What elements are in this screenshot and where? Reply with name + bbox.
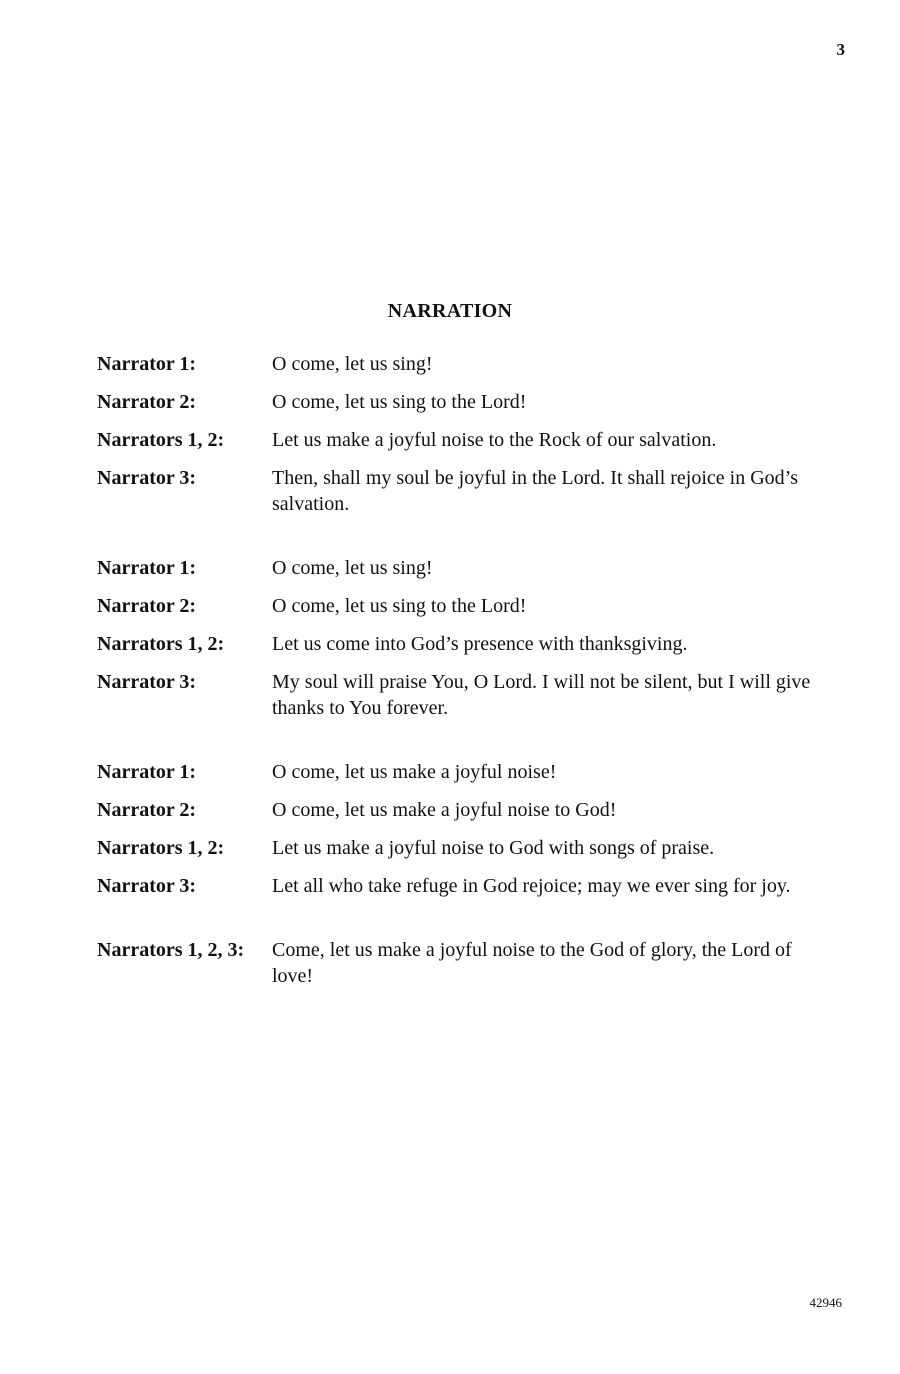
spoken-text: O come, let us sing to the Lord! (272, 595, 527, 617)
narration-line (97, 555, 817, 581)
spoken-text: My soul will praise You, O Lord. I will not be silent, but I will give thanks to You forever. (272, 671, 811, 719)
speaker-label: Narrators 1, 2: (97, 429, 225, 451)
spoken-text: Let us come into God’s presence with thanksgiving. (272, 633, 688, 655)
narration-line (97, 797, 817, 823)
speaker-label: Narrators 1, 2, 3: (97, 939, 245, 961)
spoken-text: O come, let us sing! (272, 353, 433, 375)
narration-line (97, 427, 817, 453)
narration-section-4 (97, 937, 817, 989)
page-title: NARRATION (387, 300, 513, 322)
narration-line (97, 835, 817, 861)
spoken-text: O come, let us make a joyful noise! (272, 761, 557, 783)
catalog-number: 42946 (809, 1295, 842, 1310)
narration-line (97, 631, 817, 657)
speaker-label: Narrator 3: (97, 467, 197, 489)
spoken-text: O come, let us sing to the Lord! (272, 391, 527, 413)
speaker-label: Narrator 3: (97, 875, 197, 897)
speaker-label: Narrator 1: (97, 353, 197, 375)
speaker-label: Narrator 2: (97, 595, 197, 617)
spoken-text: Come, let us make a joyful noise to the God of glory, the Lord of love! (272, 939, 792, 987)
narration-line (97, 873, 817, 899)
speaker-label: Narrators 1, 2: (97, 633, 225, 655)
narration-line (97, 759, 817, 785)
narration-line (97, 465, 817, 517)
narration-script (97, 351, 817, 1027)
spoken-text: Then, shall my soul be joyful in the Lord. It shall rejoice in God’s salvation. (272, 467, 799, 515)
speaker-label: Narrator 3: (97, 671, 197, 693)
page-number: 3 (836, 40, 845, 59)
spoken-text: O come, let us sing! (272, 557, 433, 579)
speaker-label: Narrator 2: (97, 799, 197, 821)
spoken-text: Let us make a joyful noise to God with songs of praise. (272, 837, 715, 859)
narration-line (97, 351, 817, 377)
spoken-text: Let us make a joyful noise to the Rock of our salvation. (272, 429, 717, 451)
narration-line (97, 669, 817, 721)
narration-section-2 (97, 555, 817, 721)
narration-section-3 (97, 759, 817, 899)
speaker-label: Narrator 2: (97, 391, 197, 413)
spoken-text: Let all who take refuge in God rejoice; may we ever sing for joy. (272, 875, 791, 897)
speaker-label: Narrator 1: (97, 761, 197, 783)
narration-line (97, 937, 817, 989)
speaker-label: Narrators 1, 2: (97, 837, 225, 859)
narration-line (97, 389, 817, 415)
speaker-label: Narrator 1: (97, 557, 197, 579)
narration-section-1 (97, 351, 817, 517)
narration-line (97, 593, 817, 619)
spoken-text: O come, let us make a joyful noise to God! (272, 799, 617, 821)
